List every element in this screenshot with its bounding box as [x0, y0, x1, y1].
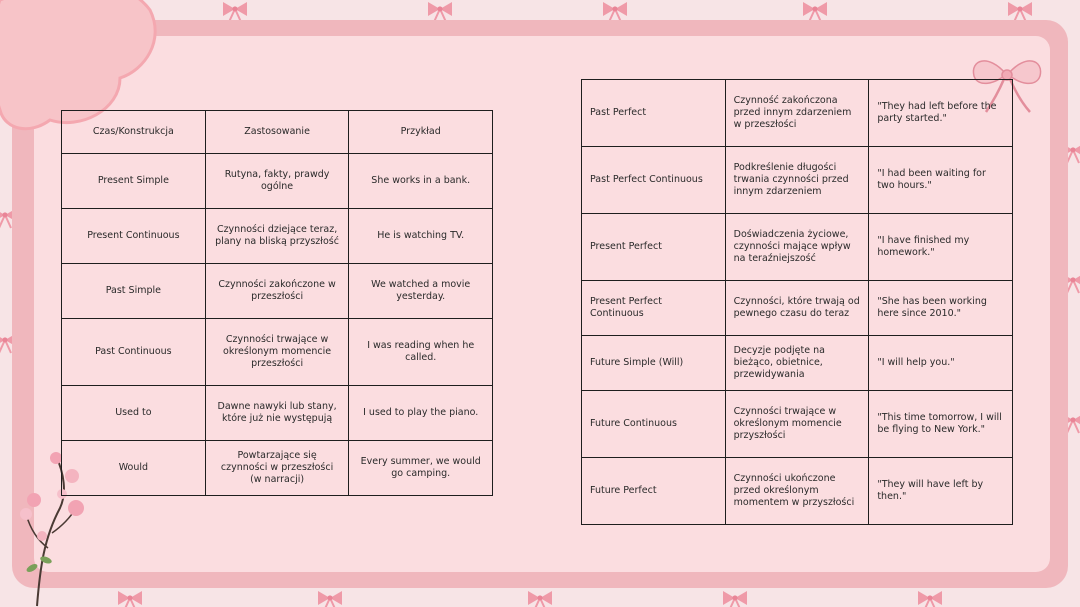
example-cell: "I have finished my homework."	[869, 214, 1013, 281]
table-row	[582, 214, 1013, 281]
example-cell: I used to play the piano.	[349, 386, 493, 441]
header-cell: Zastosowanie	[205, 111, 349, 154]
tense-cell: Future Continuous	[582, 391, 726, 458]
table-row	[582, 336, 1013, 391]
usage-cell: Czynności ukończone przed określonym momentem w przyszłości	[725, 458, 869, 525]
table-row	[582, 458, 1013, 525]
usage-cell: Dawne nawyki lub stany, które już nie występują	[205, 386, 349, 441]
table-row	[582, 281, 1013, 336]
example-cell: "I had been waiting for two hours."	[869, 147, 1013, 214]
header-cell: Czas/Konstrukcja	[62, 111, 206, 154]
example-cell: She works in a bank.	[349, 154, 493, 209]
tense-cell: Future Simple (Will)	[582, 336, 726, 391]
tense-cell: Present Perfect	[582, 214, 726, 281]
usage-cell: Powtarzające się czynności w przeszłości (w narracji)	[205, 441, 349, 496]
table-row	[62, 154, 493, 209]
table-row	[62, 386, 493, 441]
table-header-row	[62, 111, 493, 154]
usage-cell: Rutyna, fakty, prawdy ogólne	[205, 154, 349, 209]
table-row	[62, 264, 493, 319]
example-cell: We watched a movie yesterday.	[349, 264, 493, 319]
usage-cell: Czynności zakończone w przeszłości	[205, 264, 349, 319]
tense-cell: Past Simple	[62, 264, 206, 319]
usage-cell: Doświadczenia życiowe, czynności mające wpływ na teraźniejszość	[725, 214, 869, 281]
table-row	[582, 80, 1013, 147]
table-row	[62, 209, 493, 264]
table-row	[582, 391, 1013, 458]
example-cell: I was reading when he called.	[349, 319, 493, 386]
header-cell: Przykład	[349, 111, 493, 154]
usage-cell: Podkreślenie długości trwania czynności przed innym zdarzeniem	[725, 147, 869, 214]
tense-cell: Past Perfect	[582, 80, 726, 147]
example-cell: "They will have left by then."	[869, 458, 1013, 525]
usage-cell: Czynność zakończona przed innym zdarzeniem w przeszłości	[725, 80, 869, 147]
example-cell: "She has been working here since 2010."	[869, 281, 1013, 336]
usage-cell: Decyzje podjęte na bieżąco, obietnice, przewidywania	[725, 336, 869, 391]
example-cell: "I will help you."	[869, 336, 1013, 391]
example-cell: He is watching TV.	[349, 209, 493, 264]
table-row	[582, 147, 1013, 214]
tense-cell: Future Perfect	[582, 458, 726, 525]
tense-cell: Present Simple	[62, 154, 206, 209]
table-row	[62, 319, 493, 386]
usage-cell: Czynności trwające w określonym momencie przyszłości	[725, 391, 869, 458]
example-cell: "This time tomorrow, I will be flying to New York."	[869, 391, 1013, 458]
tense-cell: Present Continuous	[62, 209, 206, 264]
tense-cell: Would	[62, 441, 206, 496]
usage-cell: Czynności trwające w określonym momencie przeszłości	[205, 319, 349, 386]
tense-cell: Present Perfect Continuous	[582, 281, 726, 336]
usage-cell: Czynności, które trwają od pewnego czasu do teraz	[725, 281, 869, 336]
example-cell: "They had left before the party started."	[869, 80, 1013, 147]
example-cell: Every summer, we would go camping.	[349, 441, 493, 496]
tense-cell: Past Perfect Continuous	[582, 147, 726, 214]
tense-cell: Past Continuous	[62, 319, 206, 386]
table-row	[62, 441, 493, 496]
usage-cell: Czynności dziejące teraz, plany na bliską przyszłość	[205, 209, 349, 264]
tense-cell: Used to	[62, 386, 206, 441]
tense-table-left	[61, 110, 493, 496]
tense-table-right	[581, 79, 1013, 525]
